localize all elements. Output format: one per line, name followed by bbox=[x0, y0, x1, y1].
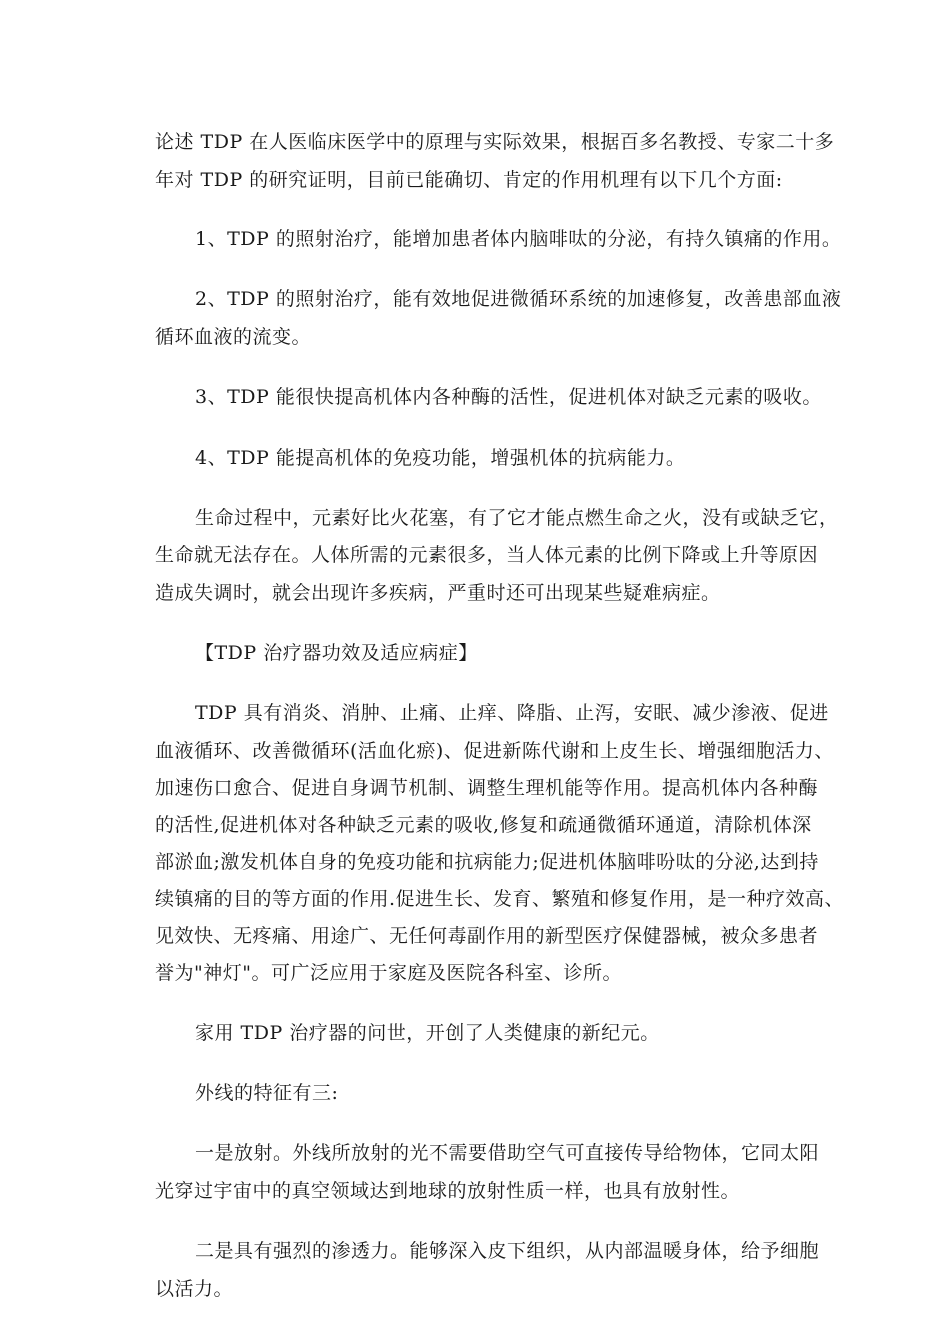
effects-line-1: TDP 具有消炎、消肿、止痛、止痒、降脂、止泻，安眠、减少渗液、促进 bbox=[195, 702, 829, 724]
feature-1-line-1: 一是放射。外线所放射的光不需要借助空气可直接传导给物体，它同太阳 bbox=[195, 1142, 820, 1164]
item-3-line-1: 3、TDP 能很快提高机体内各种酶的活性，促进机体对缺乏元素的吸收。 bbox=[195, 386, 822, 408]
item-4-line-1: 4、TDP 能提高机体的免疫功能，增强机体的抗病能力。 bbox=[195, 447, 686, 469]
home-line-1: 家用 TDP 治疗器的问世，开创了人类健康的新纪元。 bbox=[195, 1022, 660, 1044]
effects-line-2: 血液循环、改善微循环(活血化瘀)、促进新陈代谢和上皮生长、增强细胞活力、 bbox=[155, 740, 834, 762]
intro-line-1: 论述 TDP 在人医临床医学中的原理与实际效果，根据百多名教授、专家二十多 bbox=[155, 131, 835, 153]
feature-1-line-2: 光穿过宇宙中的真空领域达到地球的放射性质一样，也具有放射性。 bbox=[155, 1180, 741, 1202]
life-line-1: 生命过程中，元素好比火花塞，有了它才能点燃生命之火，没有或缺乏它， bbox=[195, 507, 839, 529]
effects-line-6: 续镇痛的目的等方面的作用.促进生长、发育、繁殖和修复作用，是一种疗效高、 bbox=[155, 888, 845, 910]
feature-2-line-1: 二是具有强烈的渗透力。能够深入皮下组织，从内部温暖身体，给予细胞 bbox=[195, 1240, 820, 1262]
effects-line-7: 见效快、无疼痛、用途广、无任何毒副作用的新型医疗保健器械，被众多患者 bbox=[155, 925, 819, 947]
section-heading: 【TDP 治疗器功效及适应病症】 bbox=[195, 642, 478, 664]
item-2-line-1: 2、TDP 的照射治疗，能有效地促进微循环系统的加速修复，改善患部血液 bbox=[195, 288, 842, 310]
life-line-2: 生命就无法存在。人体所需的元素很多，当人体元素的比例下降或上升等原因 bbox=[155, 544, 819, 566]
effects-line-8: 誉为"神灯"。可广泛应用于家庭及医院各科室、诊所。 bbox=[155, 962, 622, 984]
intro-line-2: 年对 TDP 的研究证明，目前已能确切、肯定的作用机理有以下几个方面: bbox=[155, 169, 783, 191]
feature-2-line-2: 以活力。 bbox=[155, 1278, 234, 1300]
features-intro-line: 外线的特征有三: bbox=[195, 1082, 339, 1104]
effects-line-4: 的活性,促进机体对各种缺乏元素的吸收,修复和疏通微循环通道，清除机体深 bbox=[155, 814, 812, 836]
effects-line-5: 部淤血;激发机体自身的免疫功能和抗病能力;促进机体脑啡吩呔的分泌,达到持 bbox=[155, 851, 819, 873]
item-1-line-1: 1、TDP 的照射治疗，能增加患者体内脑啡呔的分泌，有持久镇痛的作用。 bbox=[195, 228, 842, 250]
item-2-line-2: 循环血液的流变。 bbox=[155, 326, 312, 348]
life-line-3: 造成失调时，就会出现许多疾病，严重时还可出现某些疑难病症。 bbox=[155, 582, 721, 604]
effects-line-3: 加速伤口愈合、促进自身调节机制、调整生理机能等作用。提高机体内各种酶 bbox=[155, 777, 819, 799]
